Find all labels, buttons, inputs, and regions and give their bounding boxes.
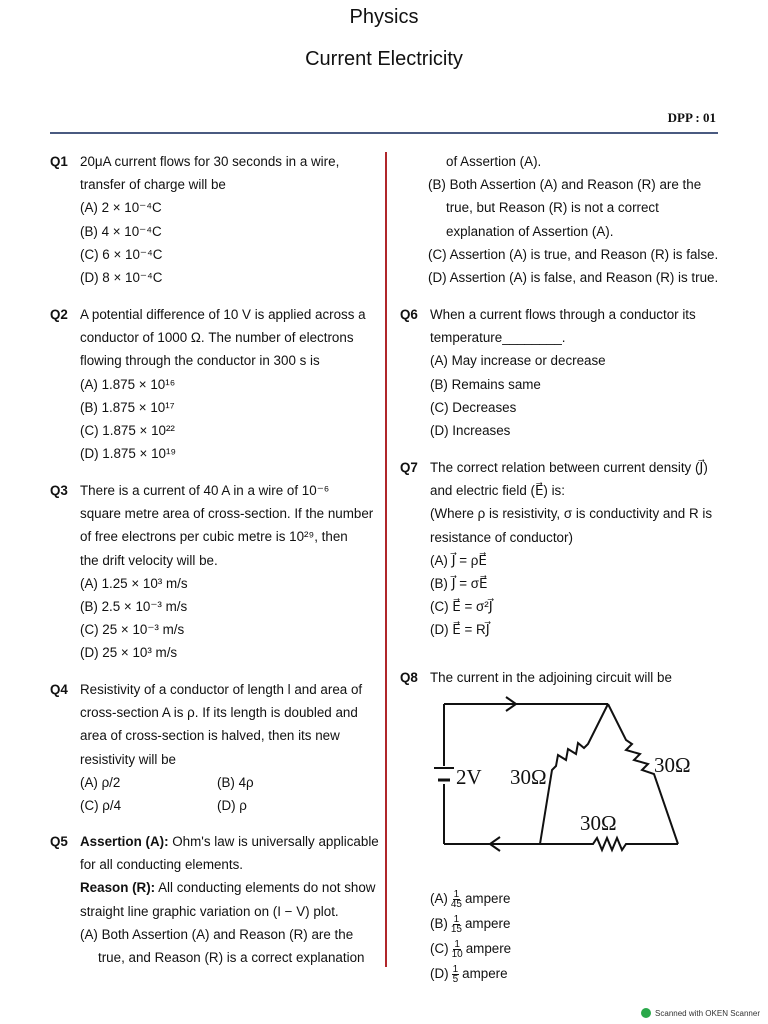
question-text: There is a current of 40 A in a wire of 10⁻⁶ (80, 483, 330, 498)
question-text: temperature________. (430, 330, 566, 346)
option-b: (B) 4ρ (217, 774, 254, 790)
question-text: (Where ρ is resistivity, σ is conductivity and R is (430, 506, 713, 522)
question-text: area of cross-section is halved, then its new (80, 728, 340, 744)
question-text: When a current flows through a conductor its (430, 307, 696, 322)
resistor-1-label: 30Ω (510, 765, 547, 789)
option-b: (B) 1.875 × 10¹⁷ (80, 399, 175, 415)
scanner-watermark (641, 1008, 760, 1018)
dpp-label: DPP : 01 (667, 110, 716, 125)
question-number: Q3 (50, 483, 68, 498)
question-number: Q5 (50, 834, 68, 849)
option-d: (D) 1.875 × 10¹⁹ (80, 446, 177, 462)
option-a: (A) $\frac{1}{45}$ ampere (430, 888, 511, 910)
question-number: Q7 (400, 460, 418, 475)
resistor-3-label: 30Ω (580, 811, 617, 835)
fraction: $\frac{1}{15}$ (450, 913, 462, 935)
question-number: Q1 (50, 154, 68, 169)
question-7 (400, 456, 720, 642)
question-5 (50, 830, 380, 969)
question-6 (400, 303, 720, 442)
option-d: (D) Increases (430, 423, 511, 439)
option-c: (C) Decreases (430, 399, 517, 415)
question-text: A potential difference of 10 V is applied across a (80, 307, 366, 322)
assertion-text-cont: for all conducting elements. (80, 857, 244, 873)
question-text: conductor of 1000 Ω. The number of electrons (80, 330, 354, 346)
question-text: Resistivity of a conductor of length l and area of (80, 682, 363, 697)
option-d: (D) E⃗ = RJ⃗ (430, 622, 490, 638)
question-number: Q4 (50, 682, 68, 697)
chapter-title: Current Electricity (305, 48, 463, 70)
option-c: (C) 25 × 10⁻³ m/s (80, 622, 185, 638)
option-b-cont: explanation of Assertion (A). (446, 223, 614, 239)
option-a: (A) 1.25 × 10³ m/s (80, 575, 188, 591)
question-text: The correct relation between current density (J⃗) (430, 460, 708, 475)
subject-title: Physics (349, 6, 419, 28)
option-b: (B) Both Assertion (A) and Reason (R) are the (428, 177, 702, 193)
question-text: and electric field (E⃗) is: (430, 483, 565, 499)
question-number: Q8 (400, 670, 418, 685)
question-text: flowing through the conductor in 300 s is (80, 353, 320, 369)
option-d: (D) Assertion (A) is false, and Reason (R) is true. (428, 270, 719, 286)
reason-text-cont: straight line graphic variation on (I − V) plot. (80, 903, 339, 919)
question-8-options (430, 886, 630, 986)
question-3 (50, 479, 374, 665)
option-a: (A) ρ/2 (80, 774, 121, 790)
assertion-text: Ohm's law is universally applicable (172, 834, 379, 849)
fraction: $\frac{1}{10}$ (451, 938, 463, 960)
battery-label: 2V (456, 765, 482, 789)
option-c: (C) ρ/4 (80, 798, 122, 814)
option-a: (A) J⃗ = ρE⃗ (430, 552, 487, 568)
question-text: The current in the adjoining circuit will be (430, 670, 672, 685)
option-d: (D) 25 × 10³ m/s (80, 645, 178, 661)
question-text: resistance of conductor) (430, 529, 573, 545)
question-text: of free electrons per cubic metre is 10²⁹, then (80, 529, 348, 545)
question-4 (50, 678, 370, 817)
option-b: (B) 2.5 × 10⁻³ m/s (80, 599, 188, 615)
question-number: Q2 (50, 307, 68, 322)
column-divider (385, 152, 387, 967)
option-c: (C) E⃗ = σ²J⃗ (430, 599, 493, 615)
question-text: 20μA current flows for 30 seconds in a wire, (80, 154, 340, 169)
option-a: (A) Both Assertion (A) and Reason (R) are the (80, 926, 354, 942)
option-c: (C) Assertion (A) is true, and Reason (R) is false. (428, 246, 719, 262)
option-b-cont: true, but Reason (R) is not a correct (446, 200, 659, 216)
question-2 (50, 303, 370, 465)
question-1 (50, 150, 370, 289)
resistor-3 (540, 838, 678, 850)
option-a: (A) 2 × 10⁻⁴C (80, 200, 162, 216)
scanner-text: Scanned with OKEN Scanner (655, 1008, 760, 1018)
question-text: square metre area of cross-section. If the number (80, 506, 374, 522)
option-b: (B) $\frac{1}{15}$ ampere (430, 913, 511, 935)
resistor-2-label: 30Ω (654, 753, 691, 777)
reason-label: Reason (R): (80, 880, 156, 896)
question-text: the drift velocity will be. (80, 552, 218, 568)
assertion-label: Assertion (A): (80, 834, 169, 849)
option-d: (D) 8 × 10⁻⁴C (80, 270, 163, 286)
option-c: (C) 6 × 10⁻⁴C (80, 246, 163, 262)
option-a: (A) 1.875 × 10¹⁶ (80, 376, 176, 392)
question-8 (400, 666, 720, 689)
question-text: transfer of charge will be (80, 177, 226, 193)
option-b: (B) Remains same (430, 376, 541, 392)
option-b: (B) 4 × 10⁻⁴C (80, 223, 162, 239)
option-c: (C) $\frac{1}{10}$ ampere (430, 938, 512, 960)
option-d: (D) ρ (217, 798, 247, 814)
question-text: cross-section A is ρ. If its length is doubled and (80, 705, 358, 721)
reason-text: All conducting elements do not show (158, 880, 376, 896)
fraction: $\frac{1}{45}$ (450, 888, 462, 910)
fraction: $\frac{1}{5}$ (452, 963, 459, 985)
question-number: Q6 (400, 307, 418, 322)
question-text: resistivity will be (80, 751, 176, 767)
circuit-diagram (428, 694, 718, 864)
question-5-continued (400, 150, 720, 289)
option-c: (C) 1.875 × 10²² (80, 423, 175, 439)
option-a-cont: of Assertion (A). (446, 154, 542, 169)
option-b: (B) J⃗ = σE⃗ (430, 576, 488, 592)
header-rule (50, 132, 718, 134)
option-a: (A) May increase or decrease (430, 353, 606, 369)
option-a-cont: true, and Reason (R) is a correct explanation (98, 950, 365, 966)
scanner-logo-icon (641, 1008, 651, 1018)
option-d: (D) $\frac{1}{5}$ ampere (430, 963, 508, 985)
